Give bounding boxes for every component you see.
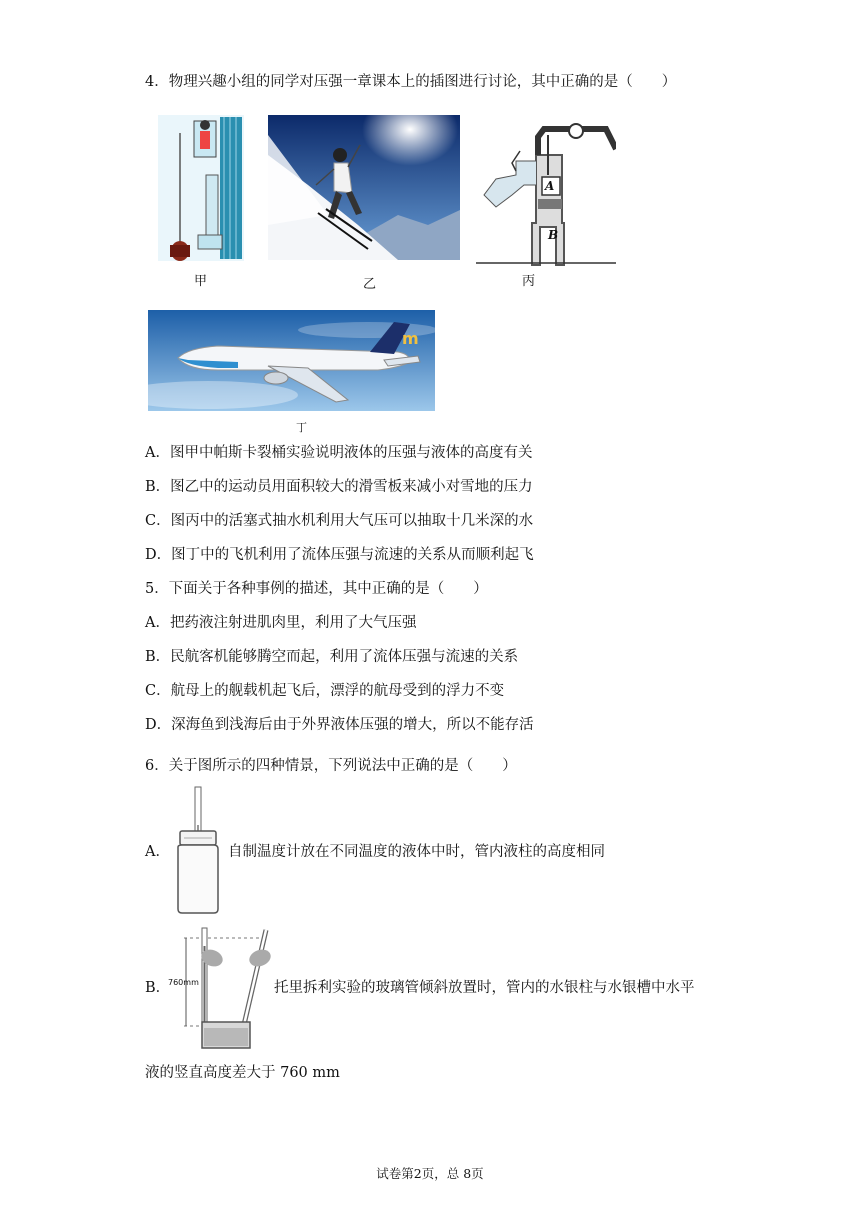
pump-valve-label-b: B	[548, 228, 559, 242]
q6-option-a-text: 自制温度计放在不同温度的液体中时，管内液柱的高度相同	[228, 844, 605, 860]
q5-option-d: D．深海鱼到浅海后由于外界液体压强的增大，所以不能存活	[145, 717, 534, 733]
q6-stem: 6．关于图所示的四种情景，下列说法中正确的是（ ）	[145, 758, 517, 774]
q6-option-b-text: 托里拆利实验的玻璃管倾斜放置时，管内的水银柱与水银槽中水平	[274, 980, 695, 996]
torricelli-height-label: 760mm	[168, 978, 199, 987]
caption-bing: 丙	[522, 274, 536, 289]
q4-option-d: D．图丁中的飞机利用了流体压强与流速的关系从而顺利起飞	[145, 547, 534, 563]
q4-option-a: A．图甲中帕斯卡裂桶实验说明液体的压强与液体的高度有关	[145, 445, 533, 461]
caption-jia: 甲	[194, 274, 208, 289]
q5-option-b: B．民航客机能够腾空而起，利用了流体压强与流速的关系	[145, 649, 519, 665]
q5-stem: 5．下面关于各种事例的描述，其中正确的是（ ）	[145, 581, 488, 597]
svg-text:m: m	[402, 329, 419, 348]
q4-option-b: B．图乙中的运动员用面积较大的滑雪板来减小对雪地的压力	[145, 479, 533, 495]
figure-ding-airplane	[148, 310, 435, 411]
q5-option-c: C．航母上的舰载机起飞后，漂浮的航母受到的浮力不变	[145, 683, 505, 699]
q6-option-a-letter: A．	[145, 844, 170, 860]
caption-yi: 乙	[363, 277, 377, 292]
figure-yi-skier	[268, 115, 460, 260]
q4-stem: 4．物理兴趣小组的同学对压强一章课本上的插图进行讨论，其中正确的是（ ）	[145, 74, 677, 90]
pump-valve-label-a: A	[545, 179, 555, 193]
figure-jia-pascal-barrel	[158, 115, 244, 261]
q4-option-c: C．图丙中的活塞式抽水机利用大气压可以抽取十几米深的水	[145, 513, 534, 529]
q6-option-b-letter: B．	[145, 980, 171, 996]
q6-option-b-text-continued: 液的竖直高度差大于 760 mm	[145, 1065, 340, 1081]
figure-homemade-thermometer	[170, 785, 226, 917]
figure-torricelli-experiment	[168, 924, 272, 1054]
q5-option-a: A．把药液注射进肌肉里，利用了大气压强	[145, 615, 417, 631]
figure-bing-piston-pump	[476, 115, 616, 270]
page-footer: 试卷第2页，总 8页	[376, 1166, 484, 1181]
caption-ding: 丁	[296, 421, 307, 434]
